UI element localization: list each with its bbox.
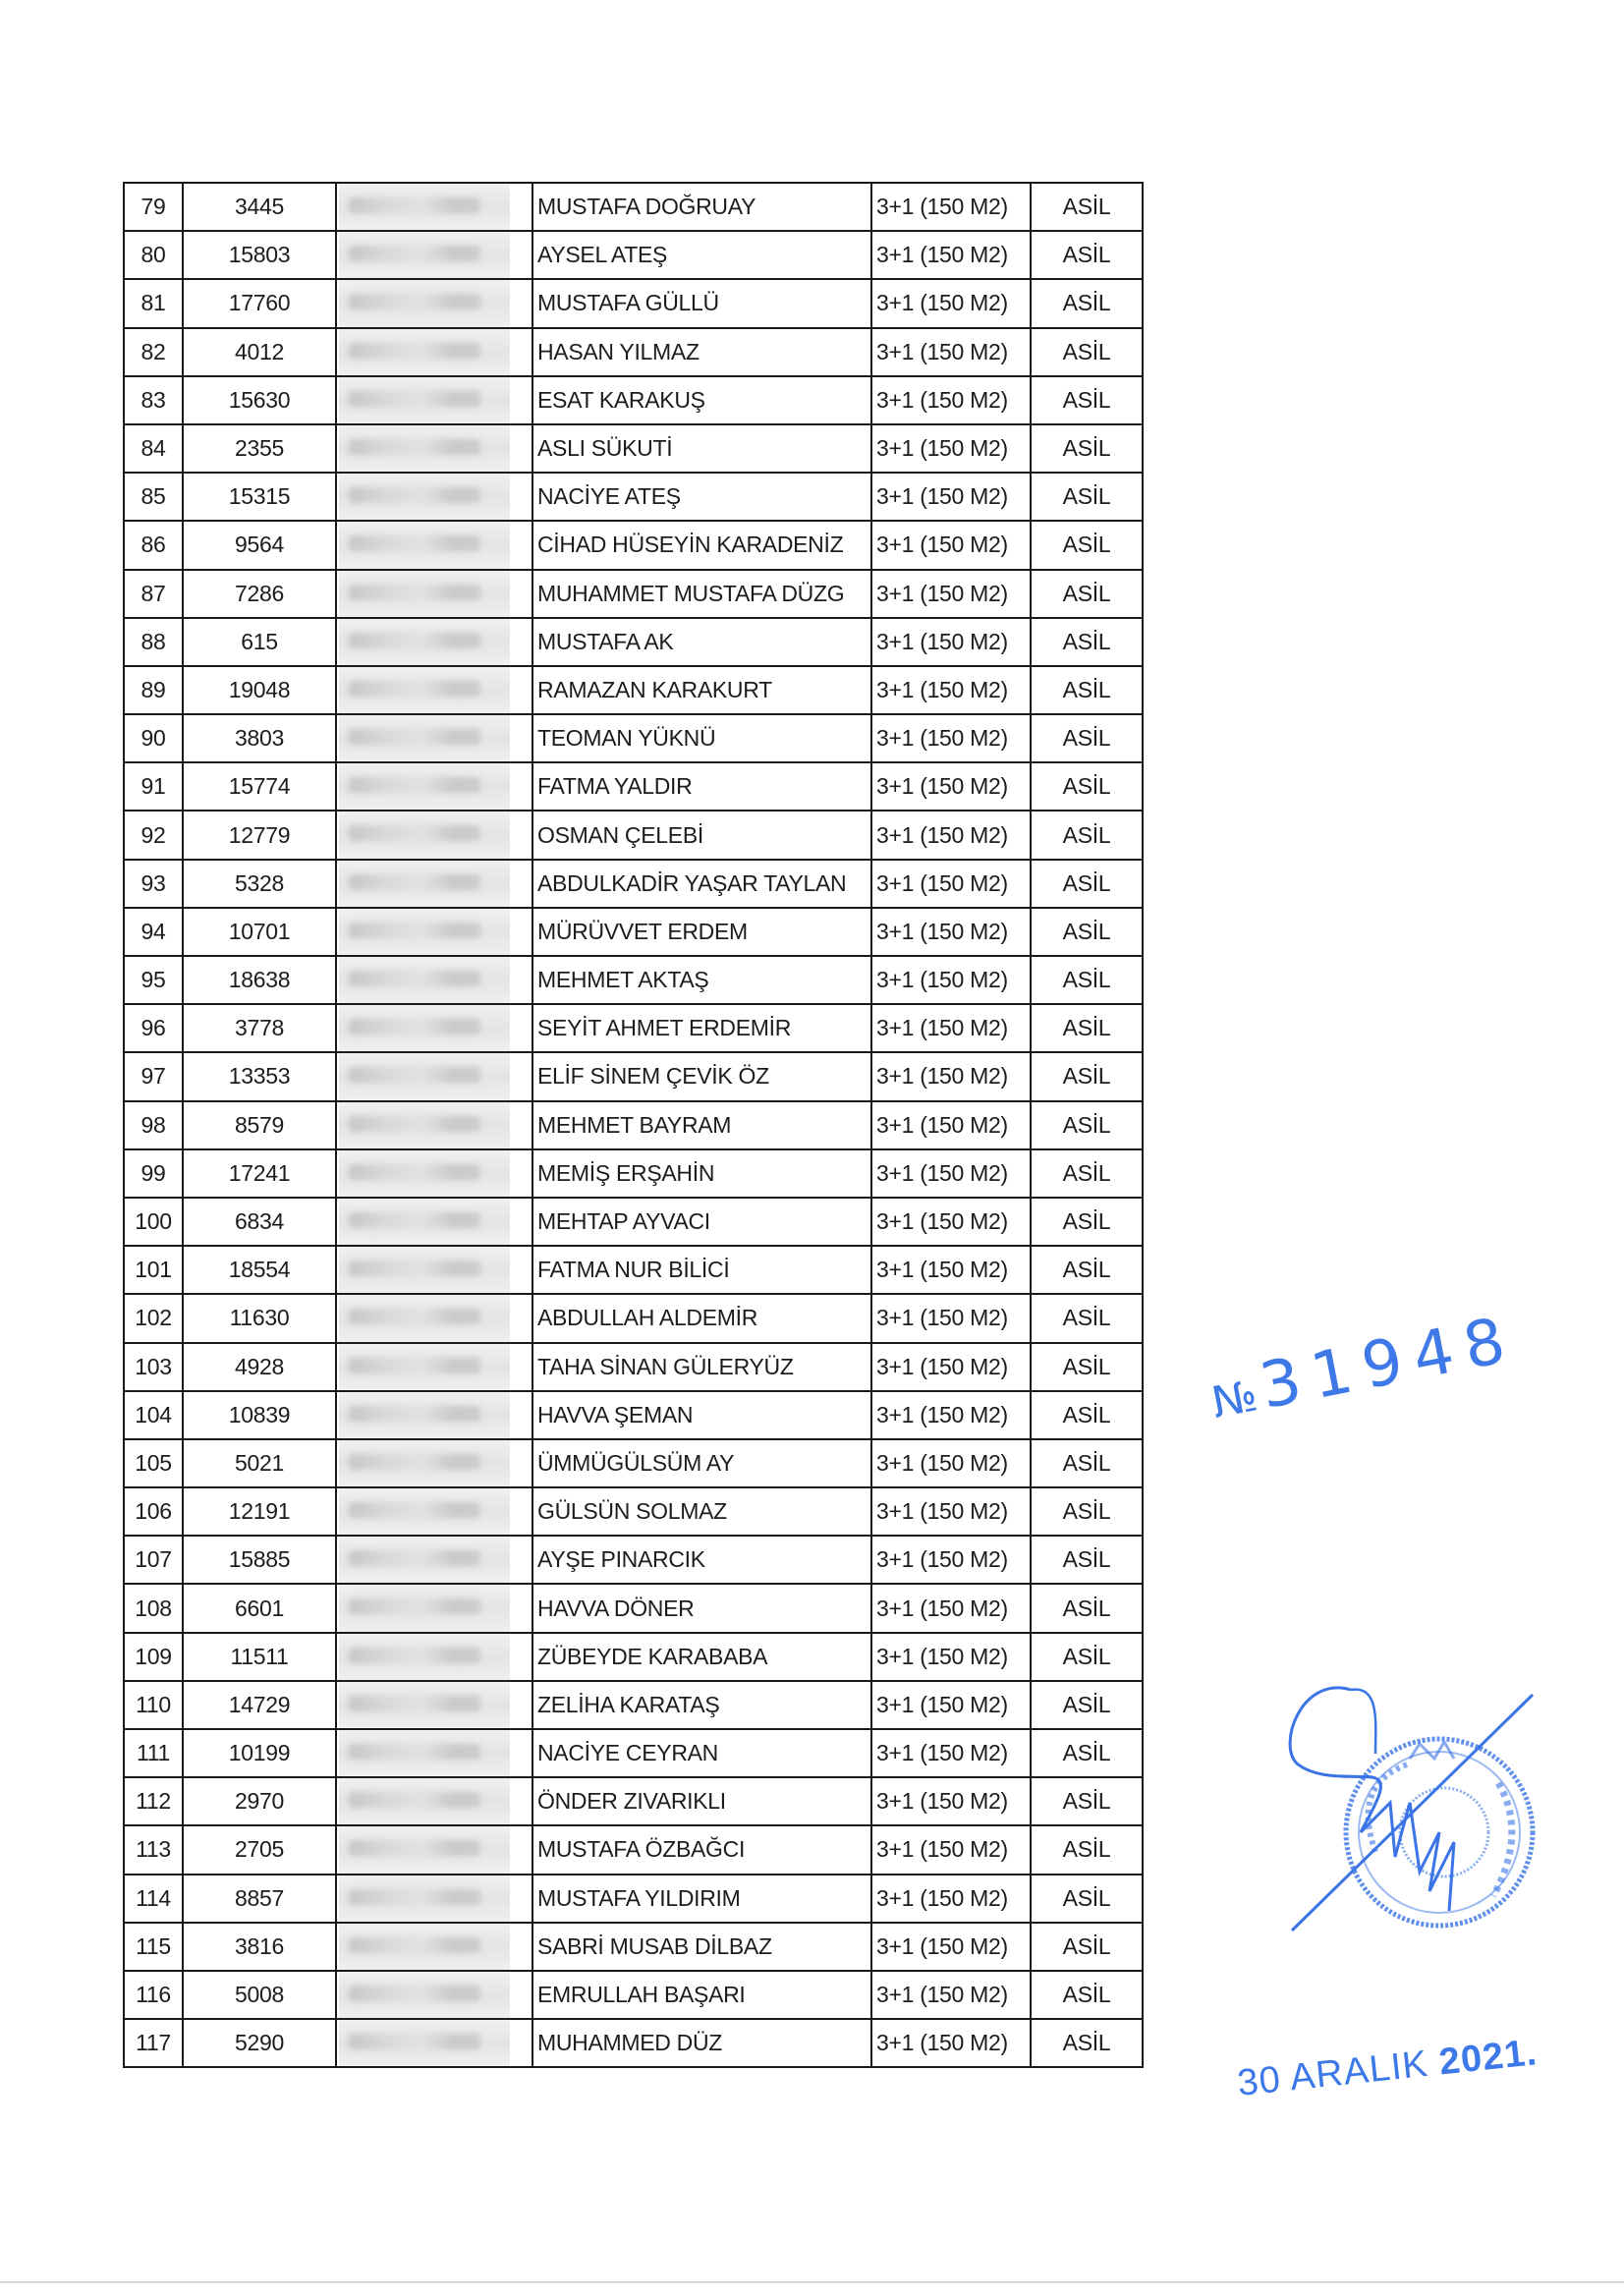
full-name: MUSTAFA DOĞRUAY [532,183,871,231]
table-row [124,1149,1143,1198]
draw-number: 10701 [183,908,336,956]
status: ASİL [1031,1777,1143,1825]
table-row [124,1343,1143,1391]
full-name: ABDULKADİR YAŞAR TAYLAN [532,860,871,908]
table-row [124,908,1143,956]
full-name: MEHMET BAYRAM [532,1101,871,1149]
status: ASİL [1031,1584,1143,1632]
redacted-id-number [336,811,532,859]
row-number: 82 [124,328,183,376]
draw-number: 15315 [183,473,336,521]
status: ASİL [1031,1971,1143,2019]
redacted-id-number [336,1729,532,1777]
redacted-id-number [336,1101,532,1149]
table-row [124,956,1143,1004]
redacted-id-number [336,1584,532,1632]
housing-type: 3+1 (150 M2) [871,521,1031,569]
housing-type: 3+1 (150 M2) [871,1681,1031,1729]
status: ASİL [1031,762,1143,811]
row-number: 91 [124,762,183,811]
draw-number: 10839 [183,1391,336,1439]
table-row [124,1681,1143,1729]
redacted-id-number [336,1633,532,1681]
housing-type: 3+1 (150 M2) [871,714,1031,762]
full-name: ÖNDER ZIVARIKLI [532,1777,871,1825]
status: ASİL [1031,1681,1143,1729]
table-row [124,1971,1143,2019]
draw-number: 7286 [183,570,336,618]
housing-type: 3+1 (150 M2) [871,811,1031,859]
table-row [124,618,1143,666]
draw-number: 15630 [183,376,336,424]
row-number: 93 [124,860,183,908]
full-name: MUSTAFA AK [532,618,871,666]
official-seal-with-signature-icon [1282,1685,1557,1950]
row-number: 90 [124,714,183,762]
redacted-id-number [336,1391,532,1439]
table-row [124,762,1143,811]
date-stamp [1236,2032,1540,2105]
redacted-id-number [336,1052,532,1100]
housing-type: 3+1 (150 M2) [871,1391,1031,1439]
table-row [124,1923,1143,1971]
redacted-id-number [336,424,532,473]
housing-type: 3+1 (150 M2) [871,666,1031,714]
housing-type: 3+1 (150 M2) [871,1875,1031,1923]
status: ASİL [1031,666,1143,714]
row-number: 113 [124,1825,183,1874]
status: ASİL [1031,1246,1143,1294]
draw-number: 4928 [183,1343,336,1391]
row-number: 89 [124,666,183,714]
status: ASİL [1031,2019,1143,2067]
housing-type: 3+1 (150 M2) [871,1729,1031,1777]
redacted-id-number [336,1198,532,1246]
full-name: MUSTAFA ÖZBAĞCI [532,1825,871,1874]
status: ASİL [1031,424,1143,473]
redacted-id-number [336,570,532,618]
row-number: 107 [124,1536,183,1584]
draw-number: 19048 [183,666,336,714]
full-name: MEMİŞ ERŞAHİN [532,1149,871,1198]
housing-type: 3+1 (150 M2) [871,1487,1031,1536]
full-name: MUSTAFA YILDIRIM [532,1875,871,1923]
row-number: 95 [124,956,183,1004]
housing-type: 3+1 (150 M2) [871,570,1031,618]
status: ASİL [1031,1536,1143,1584]
redacted-id-number [336,279,532,327]
full-name: MEHTAP AYVACI [532,1198,871,1246]
full-name: SABRİ MUSAB DİLBAZ [532,1923,871,1971]
redacted-id-number [336,762,532,811]
row-number: 104 [124,1391,183,1439]
table-row [124,1536,1143,1584]
redacted-id-number [336,1825,532,1874]
full-name: TEOMAN YÜKNÜ [532,714,871,762]
number-sign-icon: № [1207,1371,1261,1429]
applicant-list-table [123,182,1144,2068]
full-name: MUHAMMET MUSTAFA DÜZG [532,570,871,618]
draw-number: 15803 [183,231,336,279]
housing-type: 3+1 (150 M2) [871,1633,1031,1681]
table-row [124,2019,1143,2067]
full-name: HASAN YILMAZ [532,328,871,376]
row-number: 110 [124,1681,183,1729]
draw-number: 18554 [183,1246,336,1294]
draw-number: 6601 [183,1584,336,1632]
status: ASİL [1031,1101,1143,1149]
date-day: 30 [1235,2058,1283,2105]
row-number: 112 [124,1777,183,1825]
status: ASİL [1031,473,1143,521]
status: ASİL [1031,1729,1143,1777]
redacted-id-number [336,1439,532,1487]
status: ASİL [1031,714,1143,762]
full-name: SEYİT AHMET ERDEMİR [532,1004,871,1052]
row-number: 108 [124,1584,183,1632]
draw-number: 10199 [183,1729,336,1777]
status: ASİL [1031,811,1143,859]
status: ASİL [1031,860,1143,908]
draw-number: 15885 [183,1536,336,1584]
redacted-id-number [336,618,532,666]
table-row [124,1825,1143,1874]
status: ASİL [1031,956,1143,1004]
draw-number: 11630 [183,1294,336,1342]
full-name: TAHA SİNAN GÜLERYÜZ [532,1343,871,1391]
draw-number: 13353 [183,1052,336,1100]
draw-number: 4012 [183,328,336,376]
row-number: 117 [124,2019,183,2067]
draw-number: 17760 [183,279,336,327]
draw-number: 18638 [183,956,336,1004]
table-row [124,231,1143,279]
draw-number: 12779 [183,811,336,859]
status: ASİL [1031,279,1143,327]
full-name: AYSEL ATEŞ [532,231,871,279]
full-name: GÜLSÜN SOLMAZ [532,1487,871,1536]
row-number: 115 [124,1923,183,1971]
status: ASİL [1031,1294,1143,1342]
row-number: 100 [124,1198,183,1246]
table-row [124,1198,1143,1246]
housing-type: 3+1 (150 M2) [871,1777,1031,1825]
status: ASİL [1031,1875,1143,1923]
row-number: 88 [124,618,183,666]
row-number: 96 [124,1004,183,1052]
table-row [124,1294,1143,1342]
row-number: 109 [124,1633,183,1681]
redacted-id-number [336,1149,532,1198]
full-name: AYŞE PINARCIK [532,1536,871,1584]
row-number: 80 [124,231,183,279]
draw-number: 3778 [183,1004,336,1052]
redacted-id-number [336,1681,532,1729]
housing-type: 3+1 (150 M2) [871,618,1031,666]
full-name: MEHMET AKTAŞ [532,956,871,1004]
draw-number: 15774 [183,762,336,811]
row-number: 87 [124,570,183,618]
draw-number: 2705 [183,1825,336,1874]
housing-type: 3+1 (150 M2) [871,1536,1031,1584]
housing-type: 3+1 (150 M2) [871,1004,1031,1052]
status: ASİL [1031,1633,1143,1681]
row-number: 111 [124,1729,183,1777]
table-row [124,1439,1143,1487]
table-row [124,1391,1143,1439]
draw-number: 3803 [183,714,336,762]
redacted-id-number [336,183,532,231]
housing-type: 3+1 (150 M2) [871,376,1031,424]
table-row [124,279,1143,327]
registry-number: 31948 [1254,1303,1523,1425]
housing-type: 3+1 (150 M2) [871,1246,1031,1294]
table-row [124,666,1143,714]
date-month: ARALIK [1287,2043,1430,2099]
table-row [124,1633,1143,1681]
status: ASİL [1031,1149,1143,1198]
redacted-id-number [336,1004,532,1052]
row-number: 94 [124,908,183,956]
redacted-id-number [336,956,532,1004]
row-number: 106 [124,1487,183,1536]
table-row [124,1487,1143,1536]
housing-type: 3+1 (150 M2) [871,183,1031,231]
draw-number: 3816 [183,1923,336,1971]
draw-number: 6834 [183,1198,336,1246]
status: ASİL [1031,521,1143,569]
row-number: 102 [124,1294,183,1342]
status: ASİL [1031,1439,1143,1487]
full-name: FATMA YALDIR [532,762,871,811]
draw-number: 2970 [183,1777,336,1825]
draw-number: 2355 [183,424,336,473]
full-name: FATMA NUR BİLİCİ [532,1246,871,1294]
status: ASİL [1031,618,1143,666]
full-name: MÜRÜVVET ERDEM [532,908,871,956]
table-row [124,424,1143,473]
redacted-id-number [336,1536,532,1584]
redacted-id-number [336,714,532,762]
draw-number: 8857 [183,1875,336,1923]
status: ASİL [1031,1391,1143,1439]
redacted-id-number [336,231,532,279]
table-row [124,473,1143,521]
draw-number: 8579 [183,1101,336,1149]
row-number: 97 [124,1052,183,1100]
date-year: 2021. [1436,2032,1540,2084]
draw-number: 5290 [183,2019,336,2067]
housing-type: 3+1 (150 M2) [871,424,1031,473]
row-number: 99 [124,1149,183,1198]
redacted-id-number [336,1971,532,2019]
full-name: NACİYE ATEŞ [532,473,871,521]
table-row [124,1004,1143,1052]
full-name: MUSTAFA GÜLLÜ [532,279,871,327]
status: ASİL [1031,1923,1143,1971]
full-name: MUHAMMED DÜZ [532,2019,871,2067]
row-number: 83 [124,376,183,424]
table-body [124,183,1143,2067]
housing-type: 3+1 (150 M2) [871,1294,1031,1342]
table-row [124,811,1143,859]
table-row [124,1246,1143,1294]
table-row [124,1101,1143,1149]
redacted-id-number [336,473,532,521]
redacted-id-number [336,376,532,424]
redacted-id-number [336,328,532,376]
draw-number: 11511 [183,1633,336,1681]
redacted-id-number [336,1343,532,1391]
table-row [124,1729,1143,1777]
housing-type: 3+1 (150 M2) [871,473,1031,521]
full-name: EMRULLAH BAŞARI [532,1971,871,2019]
status: ASİL [1031,570,1143,618]
row-number: 79 [124,183,183,231]
status: ASİL [1031,1487,1143,1536]
table-row [124,1052,1143,1100]
draw-number: 12191 [183,1487,336,1536]
status: ASİL [1031,231,1143,279]
row-number: 114 [124,1875,183,1923]
row-number: 86 [124,521,183,569]
draw-number: 14729 [183,1681,336,1729]
full-name: OSMAN ÇELEBİ [532,811,871,859]
redacted-id-number [336,908,532,956]
row-number: 92 [124,811,183,859]
housing-type: 3+1 (150 M2) [871,1439,1031,1487]
housing-type: 3+1 (150 M2) [871,1584,1031,1632]
row-number: 84 [124,424,183,473]
housing-type: 3+1 (150 M2) [871,231,1031,279]
housing-type: 3+1 (150 M2) [871,1052,1031,1100]
table-row [124,521,1143,569]
housing-type: 3+1 (150 M2) [871,1101,1031,1149]
status: ASİL [1031,1004,1143,1052]
draw-number: 17241 [183,1149,336,1198]
table-row [124,1584,1143,1632]
draw-number: 5328 [183,860,336,908]
redacted-id-number [336,666,532,714]
full-name: HAVVA DÖNER [532,1584,871,1632]
redacted-id-number [336,2019,532,2067]
table-row [124,1777,1143,1825]
row-number: 85 [124,473,183,521]
table-row [124,714,1143,762]
status: ASİL [1031,183,1143,231]
full-name: ZELİHA KARATAŞ [532,1681,871,1729]
status: ASİL [1031,1825,1143,1874]
full-name: HAVVA ŞEMAN [532,1391,871,1439]
table-row [124,1875,1143,1923]
row-number: 116 [124,1971,183,2019]
status: ASİL [1031,376,1143,424]
housing-type: 3+1 (150 M2) [871,956,1031,1004]
registry-number-stamp [1204,1303,1523,1433]
row-number: 103 [124,1343,183,1391]
status: ASİL [1031,1198,1143,1246]
status: ASİL [1031,1052,1143,1100]
table-row [124,183,1143,231]
draw-number: 9564 [183,521,336,569]
redacted-id-number [336,1923,532,1971]
full-name: ABDULLAH ALDEMİR [532,1294,871,1342]
redacted-id-number [336,1875,532,1923]
table-row [124,328,1143,376]
full-name: ASLI SÜKUTİ [532,424,871,473]
table-row [124,860,1143,908]
status: ASİL [1031,908,1143,956]
redacted-id-number [336,1294,532,1342]
redacted-id-number [336,1246,532,1294]
housing-type: 3+1 (150 M2) [871,328,1031,376]
status: ASİL [1031,328,1143,376]
draw-number: 615 [183,618,336,666]
redacted-id-number [336,1487,532,1536]
full-name: ESAT KARAKUŞ [532,376,871,424]
full-name: NACİYE CEYRAN [532,1729,871,1777]
housing-type: 3+1 (150 M2) [871,1825,1031,1874]
full-name: CİHAD HÜSEYİN KARADENİZ [532,521,871,569]
housing-type: 3+1 (150 M2) [871,1149,1031,1198]
table-row [124,376,1143,424]
redacted-id-number [336,860,532,908]
draw-number: 5021 [183,1439,336,1487]
row-number: 105 [124,1439,183,1487]
draw-number: 3445 [183,183,336,231]
row-number: 98 [124,1101,183,1149]
full-name: ÜMMÜGÜLSÜM AY [532,1439,871,1487]
redacted-id-number [336,1777,532,1825]
full-name: RAMAZAN KARAKURT [532,666,871,714]
housing-type: 3+1 (150 M2) [871,1343,1031,1391]
housing-type: 3+1 (150 M2) [871,2019,1031,2067]
table-row [124,570,1143,618]
housing-type: 3+1 (150 M2) [871,1971,1031,2019]
housing-type: 3+1 (150 M2) [871,762,1031,811]
housing-type: 3+1 (150 M2) [871,908,1031,956]
full-name: ZÜBEYDE KARABABA [532,1633,871,1681]
redacted-id-number [336,521,532,569]
housing-type: 3+1 (150 M2) [871,279,1031,327]
status: ASİL [1031,1343,1143,1391]
housing-type: 3+1 (150 M2) [871,860,1031,908]
full-name: ELİF SİNEM ÇEVİK ÖZ [532,1052,871,1100]
housing-type: 3+1 (150 M2) [871,1198,1031,1246]
housing-type: 3+1 (150 M2) [871,1923,1031,1971]
draw-number: 5008 [183,1971,336,2019]
page-edge-divider [0,2281,1624,2283]
row-number: 81 [124,279,183,327]
row-number: 101 [124,1246,183,1294]
